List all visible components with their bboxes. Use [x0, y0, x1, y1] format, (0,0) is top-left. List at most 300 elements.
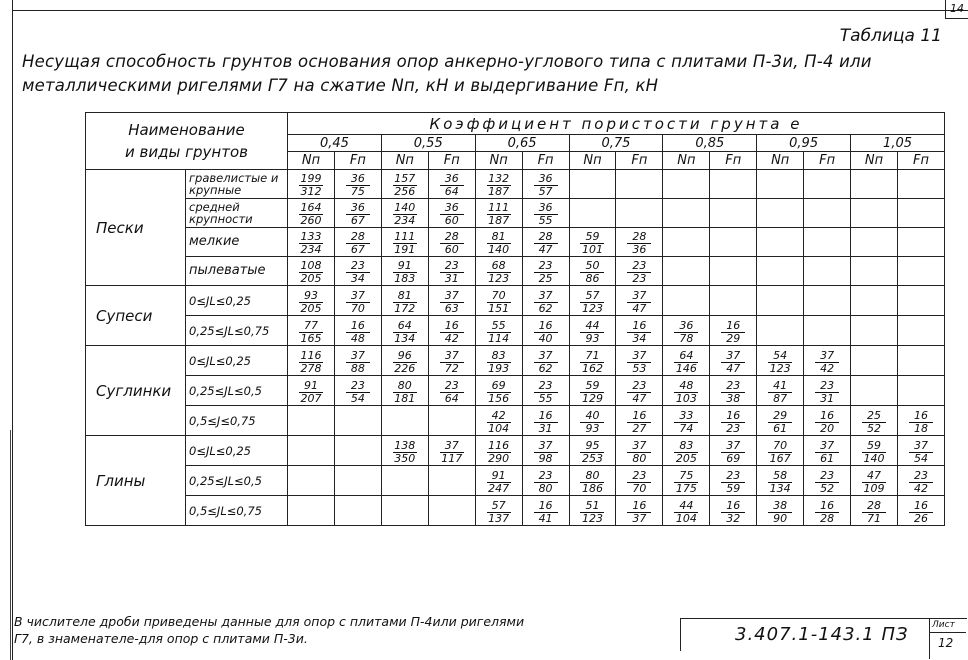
denominator: 31	[538, 421, 553, 435]
fraction-value	[674, 380, 698, 405]
soil-group-name: Супеси	[86, 286, 186, 346]
denominator: 54	[350, 391, 365, 405]
value-cell	[522, 257, 569, 286]
fraction-value	[440, 260, 464, 285]
value-cell	[710, 436, 757, 466]
denominator: 38	[726, 391, 741, 405]
table-row	[86, 199, 945, 228]
header-coefficient: Коэффициент пористости грунта е	[288, 113, 945, 135]
header-porosity-value: 0,85	[663, 135, 757, 152]
denominator: 36	[632, 243, 647, 256]
numerator: 116	[300, 348, 322, 362]
value-cell	[334, 257, 381, 286]
table-body	[86, 170, 945, 526]
numerator: 108	[300, 259, 322, 272]
numerator: 16	[627, 320, 651, 333]
denominator: 31	[820, 391, 835, 405]
fraction-value	[487, 260, 511, 285]
numerator: 58	[768, 470, 792, 483]
numerator: 80	[393, 380, 417, 393]
soil-subtype: 0,25≤ЈL≤0,75	[186, 316, 288, 346]
value-cell	[663, 376, 710, 406]
header-name-line2: и виды грунтов	[125, 143, 248, 161]
numerator: 23	[346, 380, 370, 393]
value-cell	[475, 257, 522, 286]
value-cell	[710, 170, 757, 199]
value-cell	[475, 496, 522, 526]
soil-subtype: 0,5≤Ј≤0,75	[186, 406, 288, 436]
denominator: 25	[538, 272, 553, 285]
denominator: 55	[538, 214, 553, 227]
fraction-value	[299, 290, 323, 315]
denominator: 26	[913, 511, 928, 525]
numerator: 23	[627, 380, 651, 393]
denominator: 80	[538, 481, 553, 495]
denominator: 62	[538, 361, 553, 375]
numerator: 54	[768, 350, 792, 363]
fraction-value	[862, 410, 886, 435]
numerator: 37	[534, 350, 558, 363]
fraction-value	[815, 380, 839, 405]
value-cell	[334, 286, 381, 316]
numerator: 111	[488, 201, 510, 214]
value-cell	[381, 257, 428, 286]
value-cell	[616, 376, 663, 406]
value-cell	[804, 436, 851, 466]
value-cell	[475, 376, 522, 406]
denominator: 87	[773, 391, 788, 405]
numerator: 91	[487, 470, 511, 483]
value-cell	[475, 199, 522, 228]
fraction-value	[393, 320, 417, 345]
value-cell	[851, 257, 898, 286]
denominator: 41	[538, 511, 553, 525]
denominator: 62	[538, 301, 553, 315]
denominator: 27	[632, 421, 647, 435]
numerator: 23	[909, 470, 933, 483]
fraction-value	[393, 350, 417, 375]
denominator: 70	[350, 301, 365, 315]
numerator: 55	[487, 320, 511, 333]
numerator: 41	[768, 380, 792, 393]
fraction-value	[580, 260, 604, 285]
value-cell	[663, 406, 710, 436]
value-cell	[897, 376, 944, 406]
numerator: 95	[580, 440, 604, 453]
header-fp: Fп	[334, 152, 381, 170]
value-cell	[804, 376, 851, 406]
denominator: 28	[820, 511, 835, 525]
value-cell	[381, 376, 428, 406]
value-cell	[710, 316, 757, 346]
value-cell	[757, 346, 804, 376]
denominator: 146	[675, 361, 697, 375]
fraction-value	[534, 290, 558, 315]
fraction-value	[674, 320, 698, 345]
soil-subtype: пылеватые	[186, 257, 288, 286]
header-porosity-value: 0,95	[757, 135, 851, 152]
fraction-value	[768, 380, 792, 405]
value-cell	[897, 257, 944, 286]
document-code: 3.407.1-143.1 ПЗ	[735, 624, 909, 645]
numerator: 23	[534, 380, 558, 393]
fraction-value	[862, 470, 886, 495]
numerator: 157	[394, 172, 416, 185]
denominator: 42	[444, 331, 459, 345]
fraction-value	[393, 202, 417, 227]
header-porosity-value: 0,65	[475, 135, 569, 152]
value-cell	[757, 436, 804, 466]
numerator: 25	[862, 410, 886, 423]
numerator: 64	[393, 320, 417, 333]
numerator: 23	[627, 470, 651, 483]
denominator: 42	[820, 361, 835, 375]
numerator: 37	[534, 440, 558, 453]
denominator: 93	[585, 331, 600, 345]
value-cell	[475, 316, 522, 346]
fraction-value	[440, 440, 464, 465]
value-cell	[288, 228, 335, 257]
fraction-value	[627, 320, 651, 345]
fraction-value	[627, 500, 651, 525]
value-cell	[288, 170, 335, 199]
header-fp: Fп	[522, 152, 569, 170]
numerator: 59	[580, 231, 604, 244]
value-cell	[522, 376, 569, 406]
numerator: 37	[721, 350, 745, 363]
fraction-value	[299, 202, 323, 227]
numerator: 36	[440, 173, 464, 186]
fraction-value	[487, 470, 511, 495]
soil-subtype: мелкие	[186, 228, 288, 257]
fraction-value	[909, 410, 933, 435]
value-cell	[381, 436, 428, 466]
value-cell	[851, 436, 898, 466]
fraction-value	[627, 260, 651, 285]
fraction-value	[721, 440, 745, 465]
denominator: 61	[773, 421, 788, 435]
numerator: 36	[440, 202, 464, 215]
value-cell	[334, 228, 381, 257]
table-row	[86, 466, 945, 496]
value-cell	[334, 376, 381, 406]
fraction-value	[299, 260, 323, 285]
denominator: 32	[726, 511, 741, 525]
value-cell	[288, 436, 335, 466]
numerator: 36	[346, 173, 370, 186]
value-cell	[288, 376, 335, 406]
fraction-value	[534, 500, 558, 525]
value-cell	[757, 316, 804, 346]
value-cell	[663, 496, 710, 526]
fraction-value	[346, 260, 370, 285]
fraction-value	[580, 410, 604, 435]
fraction-value	[299, 350, 323, 375]
fraction-value	[627, 231, 651, 256]
fraction-value	[346, 350, 370, 375]
denominator: 101	[581, 243, 603, 256]
value-cell	[334, 466, 381, 496]
numerator: 93	[299, 290, 323, 303]
denominator: 78	[679, 331, 694, 345]
fraction-value	[440, 173, 464, 198]
table-row	[86, 376, 945, 406]
value-cell	[851, 346, 898, 376]
denominator: 29	[726, 331, 741, 345]
fraction-value	[393, 380, 417, 405]
value-cell	[569, 286, 616, 316]
denominator: 234	[394, 214, 416, 227]
denominator: 123	[488, 272, 510, 285]
numerator: 116	[488, 438, 510, 452]
value-cell	[851, 286, 898, 316]
value-cell	[804, 406, 851, 436]
value-cell	[569, 406, 616, 436]
denominator: 90	[773, 511, 788, 525]
header-fp: Fп	[710, 152, 757, 170]
header-np: Nп	[569, 152, 616, 170]
value-cell	[428, 316, 475, 346]
value-cell	[710, 466, 757, 496]
denominator: 31	[444, 272, 459, 285]
denominator: 162	[581, 361, 603, 375]
value-cell	[428, 228, 475, 257]
value-cell	[522, 466, 569, 496]
fraction-value	[346, 173, 370, 198]
denominator: 181	[394, 391, 416, 405]
numerator: 59	[862, 440, 886, 453]
denominator: 247	[488, 481, 510, 495]
denominator: 20	[820, 421, 835, 435]
frame-left-line	[12, 0, 13, 660]
numerator: 28	[534, 231, 558, 244]
numerator: 28	[862, 500, 886, 513]
fraction-value	[768, 500, 792, 525]
fraction-value	[721, 470, 745, 495]
denominator: 74	[679, 421, 694, 435]
numerator: 16	[440, 320, 464, 333]
header-np: Nп	[757, 152, 804, 170]
table-label: Таблица 11	[839, 26, 942, 46]
denominator: 42	[913, 481, 928, 495]
value-cell	[569, 436, 616, 466]
numerator: 16	[721, 410, 745, 423]
fraction-value	[768, 350, 792, 375]
numerator: 164	[300, 201, 322, 214]
value-cell	[475, 466, 522, 496]
value-cell	[757, 257, 804, 286]
denominator: 104	[675, 511, 697, 525]
fraction-value	[674, 500, 698, 525]
soil-subtype: гравелистые и крупные	[186, 170, 288, 199]
value-cell	[851, 170, 898, 199]
numerator: 36	[674, 320, 698, 333]
numerator: 37	[440, 440, 464, 453]
fraction-value	[487, 173, 511, 198]
bearing-capacity-table	[85, 112, 945, 526]
denominator: 278	[300, 361, 322, 375]
value-cell	[569, 257, 616, 286]
denominator: 60	[444, 214, 459, 227]
value-cell	[804, 286, 851, 316]
numerator: 133	[300, 230, 322, 243]
frame-top-line	[12, 10, 968, 11]
denominator: 290	[488, 451, 510, 465]
denominator: 234	[300, 243, 322, 256]
soil-group-name: Глины	[86, 436, 186, 526]
fraction-value	[393, 440, 417, 465]
value-cell	[475, 406, 522, 436]
numerator: 37	[627, 290, 651, 303]
numerator: 57	[487, 500, 511, 513]
value-cell	[428, 466, 475, 496]
numerator: 16	[534, 500, 558, 513]
value-cell	[710, 496, 757, 526]
value-cell	[334, 406, 381, 436]
denominator: 59	[726, 481, 741, 495]
fraction-value	[487, 231, 511, 256]
value-cell	[851, 199, 898, 228]
value-cell	[804, 466, 851, 496]
header-fp: Fп	[804, 152, 851, 170]
denominator: 61	[820, 451, 835, 465]
value-cell	[428, 286, 475, 316]
numerator: 44	[580, 320, 604, 333]
denominator: 253	[581, 451, 603, 465]
value-cell	[475, 170, 522, 199]
numerator: 81	[487, 231, 511, 244]
sheet-label: Лист	[932, 620, 955, 630]
header-np: Nп	[663, 152, 710, 170]
value-cell	[428, 376, 475, 406]
fraction-value	[580, 231, 604, 256]
denominator: 205	[675, 451, 697, 465]
denominator: 88	[350, 361, 365, 375]
denominator: 48	[350, 331, 365, 345]
value-cell	[569, 346, 616, 376]
fraction-value	[346, 320, 370, 345]
header-np: Nп	[288, 152, 335, 170]
numerator: 48	[674, 380, 698, 393]
denominator: 156	[488, 391, 510, 405]
value-cell	[804, 199, 851, 228]
value-cell	[663, 316, 710, 346]
denominator: 134	[394, 331, 416, 345]
fraction-value	[487, 410, 511, 435]
value-cell	[381, 466, 428, 496]
denominator: 226	[394, 361, 416, 375]
denominator: 256	[394, 185, 416, 198]
denominator: 114	[488, 331, 510, 345]
numerator: 16	[534, 410, 558, 423]
numerator: 23	[346, 260, 370, 273]
numerator: 23	[815, 470, 839, 483]
numerator: 28	[440, 231, 464, 244]
value-cell	[288, 257, 335, 286]
fraction-value	[721, 380, 745, 405]
denominator: 93	[585, 421, 600, 435]
value-cell	[663, 257, 710, 286]
denominator: 187	[488, 214, 510, 227]
value-cell	[334, 496, 381, 526]
numerator: 37	[346, 350, 370, 363]
value-cell	[897, 170, 944, 199]
denominator: 134	[769, 481, 791, 495]
fraction-value	[534, 202, 558, 227]
table-row	[86, 436, 945, 466]
header-fp: Fп	[897, 152, 944, 170]
denominator: 123	[769, 361, 791, 375]
numerator: 81	[393, 290, 417, 303]
value-cell	[663, 228, 710, 257]
value-cell	[757, 466, 804, 496]
numerator: 23	[534, 260, 558, 273]
value-cell	[334, 199, 381, 228]
denominator: 34	[350, 272, 365, 285]
denominator: 183	[394, 272, 416, 285]
value-cell	[475, 286, 522, 316]
fraction-value	[299, 231, 323, 256]
numerator: 83	[487, 350, 511, 363]
denominator: 47	[632, 301, 647, 315]
value-cell	[757, 228, 804, 257]
value-cell	[757, 406, 804, 436]
value-cell	[522, 346, 569, 376]
table-row	[86, 406, 945, 436]
header-name-cell	[86, 113, 288, 170]
value-cell	[897, 346, 944, 376]
denominator: 60	[444, 243, 459, 256]
denominator: 80	[632, 451, 647, 465]
table-title: Несущая способность грунтов основания опор анкерно-углового типа с плитами П-3и, П-4 или металлическими ригелями Г7 на сжатие Nп, кН и выдергивание Fп, кН	[22, 52, 872, 95]
value-cell	[522, 316, 569, 346]
sheet-divider	[929, 632, 966, 633]
value-cell	[757, 199, 804, 228]
page-number: 14	[945, 0, 968, 19]
numerator: 28	[346, 231, 370, 244]
value-cell	[288, 286, 335, 316]
denominator: 47	[726, 361, 741, 375]
value-cell	[710, 376, 757, 406]
fraction-value	[909, 500, 933, 525]
fraction-value	[721, 320, 745, 345]
denominator: 23	[726, 421, 741, 435]
numerator: 37	[815, 440, 839, 453]
denominator: 187	[488, 185, 510, 198]
soil-subtype: средней крупности	[186, 199, 288, 228]
soil-subtype: 0,25≤ЈL≤0,5	[186, 376, 288, 406]
value-cell	[522, 496, 569, 526]
fraction-value	[534, 440, 558, 465]
fraction-value	[815, 470, 839, 495]
header-porosity-value: 0,75	[569, 135, 663, 152]
value-cell	[616, 199, 663, 228]
value-cell	[897, 466, 944, 496]
value-cell	[381, 406, 428, 436]
denominator: 103	[675, 391, 697, 405]
fraction-value	[909, 470, 933, 495]
fraction-value	[299, 380, 323, 405]
value-cell	[288, 466, 335, 496]
soil-subtype: 0,25≤ЈL≤0,5	[186, 466, 288, 496]
fraction-value	[768, 470, 792, 495]
value-cell	[334, 346, 381, 376]
denominator: 350	[394, 451, 416, 465]
denominator: 71	[867, 511, 882, 525]
value-cell	[288, 199, 335, 228]
value-cell	[804, 496, 851, 526]
value-cell	[804, 257, 851, 286]
